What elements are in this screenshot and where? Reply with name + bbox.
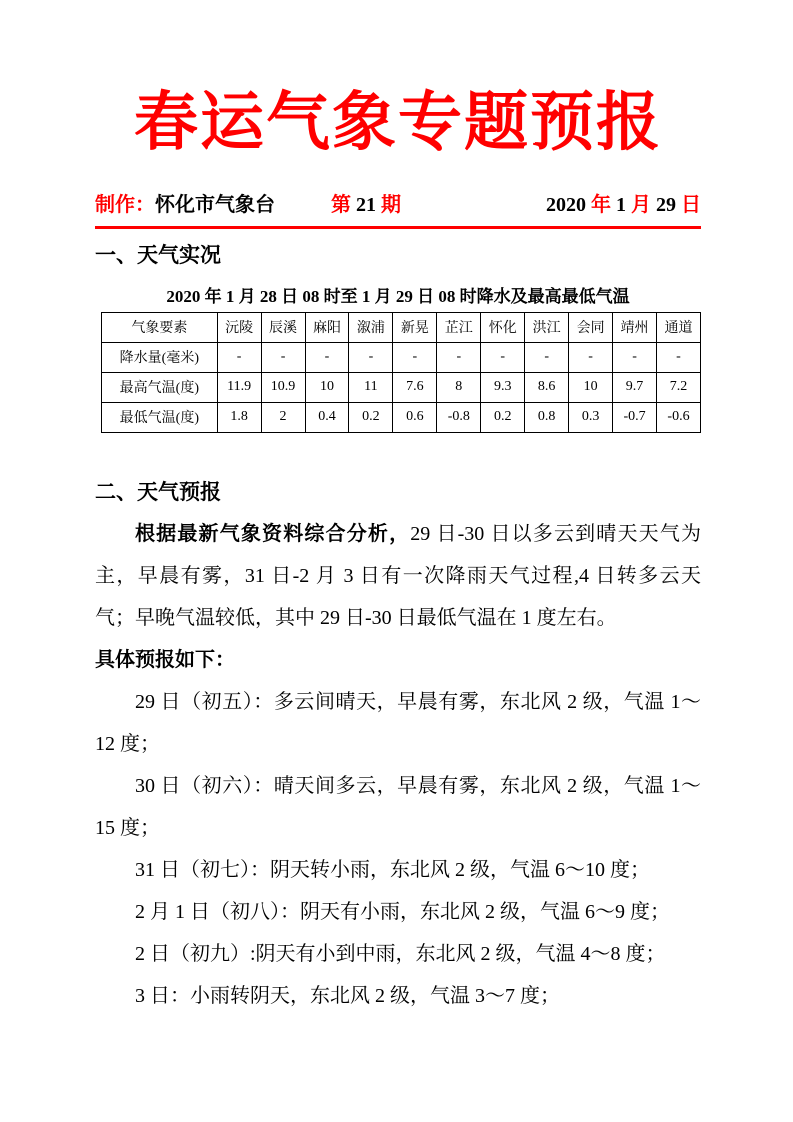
header-divider	[95, 226, 701, 229]
row-label: 降水量(毫米)	[102, 342, 218, 372]
table-cell-value: -	[393, 342, 437, 372]
forecast-detail-heading: 具体预报如下：	[95, 649, 235, 672]
table-cell-value: -	[613, 342, 657, 372]
table-cell-value: -	[305, 342, 349, 372]
table-cell-value: 10.9	[261, 372, 305, 402]
table-cell-value: -	[261, 342, 305, 372]
maker-value: 怀化市气象台	[155, 193, 275, 216]
table-cell-value: 11	[349, 372, 393, 402]
table-cell-value: -	[569, 342, 613, 372]
maker-label: 制作：	[95, 193, 155, 216]
table-row	[102, 342, 701, 372]
maker-line	[95, 188, 331, 217]
table-cell-value: 2	[261, 402, 305, 432]
table-cell-value: 9.3	[481, 372, 525, 402]
table-cell-value: 7.2	[657, 372, 701, 402]
table-station-header: 会同	[569, 312, 613, 342]
forecast-intro-body: 29 日-30 日以多云到晴天天气为主，早晨有雾，31 日-2 月 3 日有一次降雨天气过程,4 日转多云天气；早晚气温较低，其中 29 日-30 日最低气温在 1 度左右。	[95, 523, 702, 630]
table-cell-value: -0.6	[657, 402, 701, 432]
issue-value: 21	[356, 193, 376, 216]
table-cell-value: 0.2	[481, 402, 525, 432]
table-cell-value: 8	[437, 372, 481, 402]
forecast-item: 30 日（初六）：晴天间多云，早晨有雾，东北风 2 级，气温 1～15 度；	[95, 775, 701, 840]
date-day: 29	[656, 193, 676, 216]
table-cell-value: 7.6	[393, 372, 437, 402]
table-cell-value: 10	[305, 372, 349, 402]
issue-number	[331, 188, 401, 217]
forecast-item: 29 日（初五）：多云间晴天，早晨有雾，东北风 2 级，气温 1～12 度；	[95, 691, 701, 756]
forecast-item: 2 月 1 日（初八）：阴天有小雨，东北风 2 级，气温 6～9 度；	[135, 901, 670, 924]
table-station-header: 辰溪	[261, 312, 305, 342]
table-row	[102, 402, 701, 432]
row-label: 最低气温(度)	[102, 402, 218, 432]
weather-observation-table	[101, 312, 701, 433]
table-cell-value: -	[437, 342, 481, 372]
table-row	[102, 372, 701, 402]
table-station-header: 新晃	[393, 312, 437, 342]
table-station-header: 溆浦	[349, 312, 393, 342]
table-cell-value: 11.9	[217, 372, 261, 402]
table-cell-value: 0.4	[305, 402, 349, 432]
section-forecast-heading: 二、天气预报	[95, 479, 221, 504]
table-cell-value: 0.8	[525, 402, 569, 432]
table-station-header: 芷江	[437, 312, 481, 342]
table-cell-value: 0.6	[393, 402, 437, 432]
date-month: 1	[616, 193, 626, 216]
table-cell-value: 8.6	[525, 372, 569, 402]
date-year: 2020	[546, 193, 586, 216]
row-label: 最高气温(度)	[102, 372, 218, 402]
forecast-item-list	[95, 681, 701, 1017]
section-observation-heading: 一、天气实况	[95, 242, 221, 267]
forecast-item: 3 日：小雨转阴天，东北风 2 级，气温 3～7 度；	[135, 985, 560, 1008]
table-cell-value: -0.8	[437, 402, 481, 432]
table-station-header: 靖州	[613, 312, 657, 342]
table-cell-value: -	[217, 342, 261, 372]
forecast-intro-paragraph	[95, 513, 701, 639]
table-cell-value: 9.7	[613, 372, 657, 402]
date-year-unit: 年	[591, 193, 611, 216]
table-station-header: 洪江	[525, 312, 569, 342]
table-cell-value: -	[657, 342, 701, 372]
table-cell-value: -	[525, 342, 569, 372]
table-station-header: 麻阳	[305, 312, 349, 342]
date-month-unit: 月	[631, 193, 651, 216]
date-day-unit: 日	[681, 193, 701, 216]
table-cell-value: -	[481, 342, 525, 372]
table-cell-value: 0.2	[349, 402, 393, 432]
table-cell-value: 10	[569, 372, 613, 402]
forecast-item: 31 日（初七）：阴天转小雨，东北风 2 级，气温 6～10 度；	[135, 859, 650, 882]
table-station-header: 通道	[657, 312, 701, 342]
table-station-header: 怀化	[481, 312, 525, 342]
issue-suffix: 期	[381, 193, 401, 216]
table-cell-value: -	[349, 342, 393, 372]
table-header-row	[102, 312, 701, 342]
table-corner-header: 气象要素	[102, 312, 218, 342]
meta-row	[95, 188, 701, 217]
table-station-header: 沅陵	[217, 312, 261, 342]
forecast-intro-lead: 根据最新气象资料综合分析，	[135, 523, 411, 546]
page-title: 春运气象专题预报	[134, 87, 662, 158]
table-cell-value: 1.8	[217, 402, 261, 432]
weather-table-title: 2020 年 1 月 28 日 08 时至 1 月 29 日 08 时降水及最高最低气温	[166, 286, 630, 306]
issue-date	[546, 188, 701, 217]
forecast-item: 2 日（初九）:阴天有小到中雨，东北风 2 级，气温 4～8 度；	[135, 943, 666, 966]
table-cell-value: 0.3	[569, 402, 613, 432]
table-cell-value: -0.7	[613, 402, 657, 432]
issue-prefix: 第	[331, 193, 351, 216]
